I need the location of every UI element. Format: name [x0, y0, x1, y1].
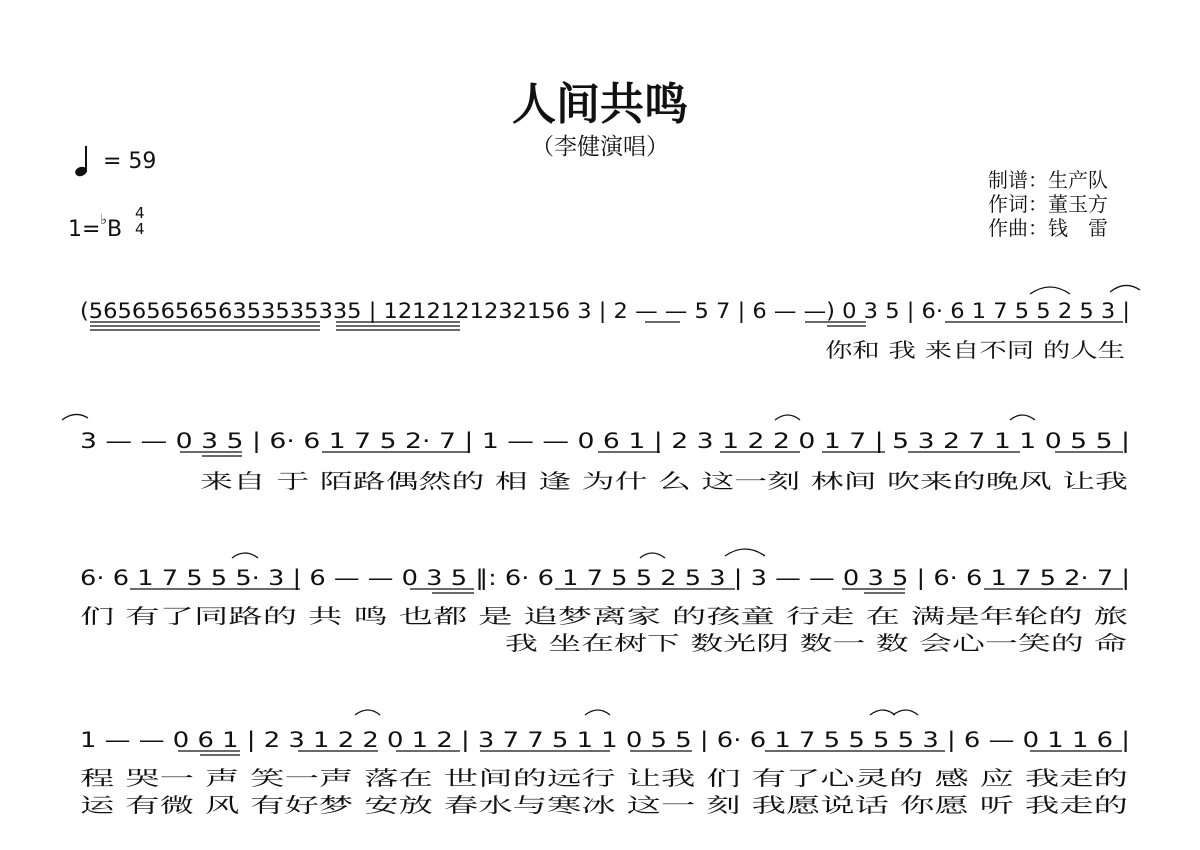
system-1: [80, 285, 1140, 362]
key-note: B: [107, 217, 123, 242]
time-top: 4: [135, 204, 145, 222]
notes-line-1: (5656565656353535335 | 1212121232156 3 | 2 — — 5 7 | 6 — —) 0 3 5 | 6· 6 1 7 5 5 2 5 3 |: [80, 299, 1058, 323]
lyrics-line-2: 来自 于 陌路偶然的 相 逢 为什 么 这一刻 林间 吹来的晚风 让我: [200, 469, 1128, 493]
credit-composer: 作曲：钱 雷: [988, 216, 1108, 240]
notes-line-2: 3 — — 0 3 5 | 6· 6 1 7 5 2· 7 | 1 — — 0 6 1 | 2 3 1 2 2 0 1 7 | 5 3 2 7 1 1 0 5 5 |: [80, 429, 908, 453]
system-4: [80, 710, 1130, 817]
lyrics-line-4a: 程 哭一 声 笑一声 落在 世间的远行 让我 们 有了心灵的 感 应 我走的: [80, 766, 1128, 790]
flat-icon: ♭: [100, 212, 108, 228]
key-prefix: 1=: [68, 217, 101, 242]
notes-line-3: 6· 6 1 7 5 5 5· 3 | 6 — — 0 3 5 ‖: 6· 6 1 7 5 5 2 5 3 | 3 — — 0 3 5 | 6· 6 1 7 5 2· 7 |: [80, 566, 938, 590]
song-title: 人间共鸣: [512, 79, 688, 130]
song-subtitle: （李健演唱）: [531, 134, 669, 160]
lyrics-line-1: 你和 我 来自不同 的人生: [825, 338, 1125, 362]
credit-arranger: 制谱：生产队: [988, 168, 1108, 192]
tempo-value: = 59: [103, 149, 157, 174]
credit-lyricist: 作词：董玉方: [988, 192, 1108, 216]
lyrics-line-3b: 我 坐在树下 数光阴 数一 数 会心一笑的 命: [505, 631, 1127, 655]
lyrics-line-3a: 们 有了同路的 共 鸣 也都 是 追梦离家 的孩童 行走 在 满是年轮的 旅: [80, 604, 1128, 628]
lyrics-line-4b: 运 有微 风 有好梦 安放 春水与寒冰 这一 刻 我愿说话 你愿 听 我走的: [80, 793, 1128, 817]
system-2: [62, 414, 1130, 493]
system-3: [80, 549, 1130, 655]
time-bottom: 4: [135, 220, 145, 238]
notes-line-4: 1 — — 0 6 1 | 2 3 1 2 2 0 1 2 | 3 7 7 5 1 1 0 5 5 | 6· 6 1 7 5 5 5 5 3 | 6 — 0 1 1 6 |: [80, 728, 934, 752]
